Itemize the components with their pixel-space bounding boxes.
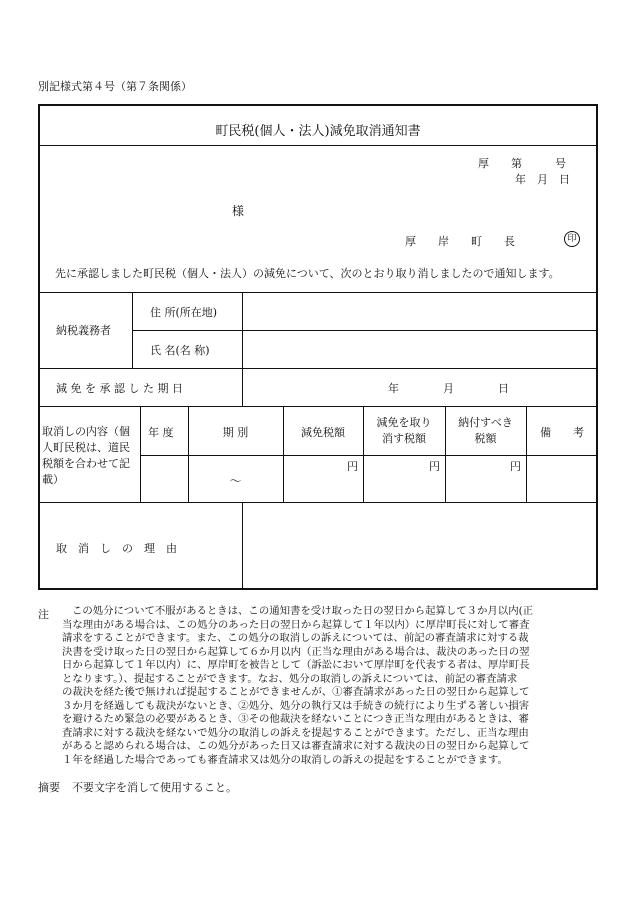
note-line: となります。）、提起することができます。なお、処分の取消しの訴えについては、前記の審査請求 [62,672,518,685]
taxpayer-label: 納税義務者 [56,324,111,337]
note-line: １年を経過した場合であっても審査請求又は処分の取消しの訴えの提起をすることができます。 [62,753,508,766]
cancel-label-line: 取消しの内容（個 [42,425,130,438]
note-line: の裁決を経た後で無ければ提起することができませんが、①審査請求があった日の翌日から起算して [62,686,530,698]
document-number: 厚 第 号 [478,157,566,170]
header-line: 減免を取り [376,416,432,429]
note-text [62,605,598,767]
seal-mark: 印 [564,231,580,247]
header-line: 消す税額 [382,432,426,445]
reason-field[interactable] [244,504,596,588]
form-label: 別記様式第４号（第７条関係） [38,80,192,93]
grid-line [38,406,598,407]
name-label: 氏 名(名 称) [150,344,210,357]
period-tilde: ～ [229,474,242,488]
grid-line [132,292,133,368]
header-line: 税額 [474,432,497,445]
cancel-label-line: 人町民税は、道民 [42,441,130,454]
header-line: 納付すべき [458,416,513,429]
form-title: 町民税(個人・法人)減免取消通知書 [215,124,421,139]
footer-text: 不要文字を消して使用すること。 [72,781,237,794]
note-label: 注 [38,608,49,621]
grid-line [283,406,284,502]
grid-line [38,502,598,503]
note-line: 査請求に対する裁決を経ないで処分の取消しの訴えを提起することができます。ただし、正当な理由 [62,726,529,739]
grid-line [526,406,527,502]
address-field[interactable] [244,294,596,329]
note-line: があると認められる場合は、この処分があった日又は審査請求に対する裁決の日の翌日から起算して [62,740,530,752]
note-line: を避けるため緊急の必要があるとき、③その他裁決を経ないことにつき正当な理由があるときは、審 [62,713,529,725]
note-line: 当な理由がある場合は、この処分のあった日の翌日から起算して１年以内）に厚岸町長に対して審査 [62,618,530,631]
header-year: 年 度 [148,426,174,439]
note-line: 請求をすることができます。また、この処分の取消しの訴えについては、前記の審査請求に対する裁 [62,632,529,644]
grid-line [140,406,141,502]
grid-line [132,330,598,331]
note-line: この処分について不服があるときは、この通知書を受け取った日の翌日から起算して３か月以内(正 [72,605,534,617]
issuer-name: 厚 岸 町 長 [405,235,515,248]
header-period: 期 別 [222,426,249,439]
note-line: ３か月を経過しても裁決がないとき、②処分、処分の執行又は手続きの続行により生ずる著しい損害 [62,699,530,712]
header-cancel-amount [363,415,445,447]
grid-line [38,368,598,369]
approval-period-date: 年 月 日 [388,382,509,395]
address-label: 住 所(所在地) [150,306,218,319]
yen-unit-payable: 円 [510,460,521,473]
grid-line [242,502,243,590]
approval-period-label: 減 免 を 承 認 し た 期 日 [56,382,183,395]
addressee-suffix: 様 [232,204,245,218]
cancel-content-label [42,424,130,488]
header-reduction: 減免税額 [301,426,345,439]
footer-label: 摘要 [38,781,60,794]
grid-line [140,455,598,456]
cancel-label-line: 載） [42,473,64,486]
issue-date: 年 月 日 [515,173,570,186]
title-divider [38,145,598,146]
grid-line [38,292,598,293]
note-line: 決書を受け取った日の翌日から起算して６か月以内（正当な理由がある場合は、裁決のあった日の翌 [62,645,530,658]
yen-unit-reduction: 円 [347,460,358,473]
name-field[interactable] [244,332,596,367]
note-line: 日から起算して１年以内）に、厚岸町を被告として（訴訟において厚岸町を代表する者は、厚岸町長 [62,659,530,671]
reason-label: 取 消 し の 理 由 [56,542,177,555]
header-payable [445,415,526,447]
cancel-label-line: 税額を合わせて記 [42,457,130,470]
header-remarks: 備 考 [540,426,584,439]
yen-unit-cancel: 円 [429,460,440,473]
intro-text: 先に承認しました町民税（個人・法人）の減免について、次のとおり取り消しましたので通知します。 [55,267,560,280]
grid-line [242,292,243,406]
